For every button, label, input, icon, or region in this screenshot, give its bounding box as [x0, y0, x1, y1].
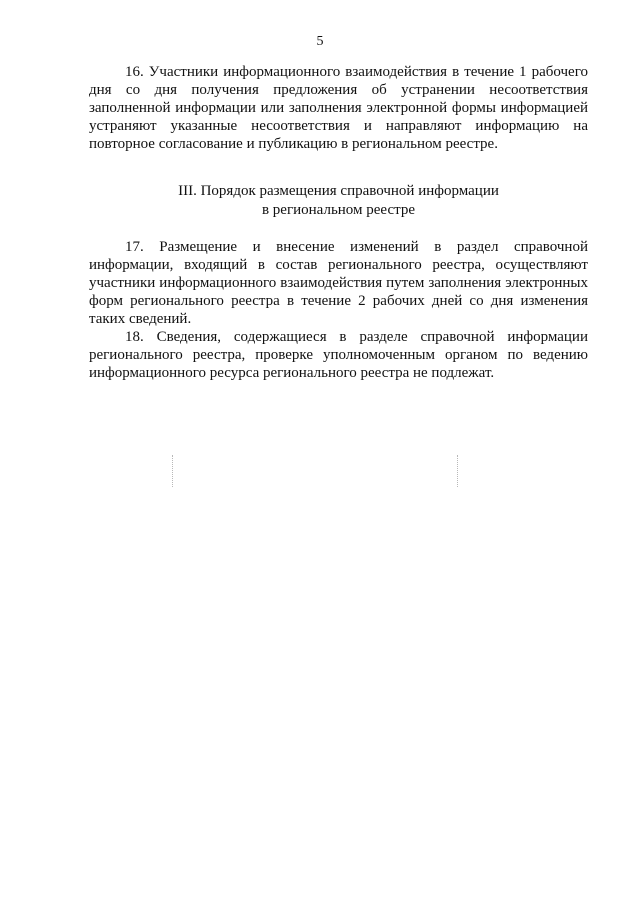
clause-18: 18. Сведения, содержащиеся в разделе справочной информации регионального реестра, проверке уполномоченным органом по ведению информационного ресурса регионального реестра не подлежат.	[89, 329, 588, 381]
page-number: 5	[316, 34, 324, 49]
clause-16	[89, 63, 588, 153]
clause-16-text: 16. Участники информационного взаимодействия в течение 1 рабочего дня со дня получения предложения об устранении несоответствия заполненной информации или заполнения электронной формы информацией устраняют указанные несоответствия и направляют информацию на повторное согласование и публикацию в региональном реестре.	[89, 64, 588, 152]
scan-artifact-left	[172, 455, 174, 487]
section-body	[89, 238, 588, 382]
section-heading-line-2: в региональном реестре	[261, 202, 416, 218]
section-heading	[89, 182, 588, 220]
scan-artifact-right	[457, 455, 459, 487]
section-heading-line-1: III. Порядок размещения справочной информации	[178, 183, 499, 199]
clause-17: 17. Размещение и внесение изменений в раздел справочной информации, входящий в состав регионального реестра, осуществляют участники информационного взаимодействия путем заполнения электронных форм регионального реестра в течение 2 рабочих дней со дня изменения таких сведений.	[89, 239, 588, 327]
